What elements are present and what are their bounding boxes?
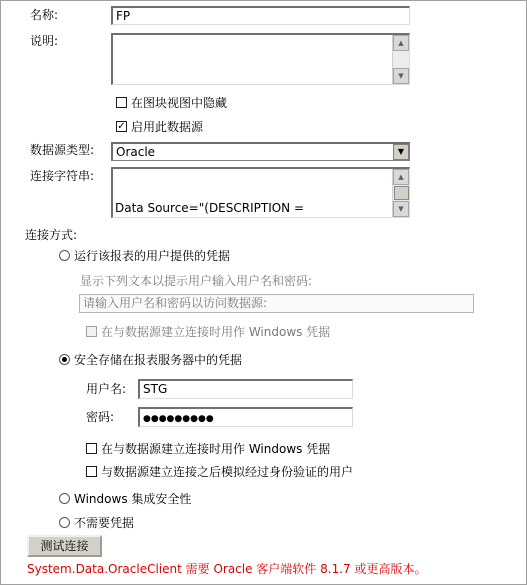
radio-prompt-credentials-label: 运行该报表的用户提供的凭据: [74, 249, 231, 263]
prompt-text-value: 请输入用户名和密码以访问数据源:: [83, 296, 268, 310]
username-value: STG: [143, 382, 168, 396]
check-mark-icon: ✓: [117, 121, 126, 132]
datasource-type-value: Oracle: [116, 145, 156, 159]
connection-string-scrollbar[interactable]: [392, 169, 409, 217]
radio-stored-credentials-label: 安全存储在报表服务器中的凭据: [74, 353, 243, 367]
dropdown-arrow-icon[interactable]: ▼: [393, 144, 409, 160]
connection-method-heading: 连接方式:: [25, 228, 78, 242]
datasource-type-label: 数据源类型:: [30, 143, 95, 157]
error-message: System.Data.OracleClient 需要 Oracle 客户端软件 8.1.7 或更高版本。: [27, 562, 427, 576]
test-connection-button[interactable]: 测试连接: [27, 535, 102, 557]
enable-datasource-label: 启用此数据源: [131, 120, 204, 134]
hide-in-tile-label: 在图块视图中隐藏: [131, 96, 228, 110]
impersonate-user-checkbox[interactable]: [86, 466, 97, 477]
name-value: FP: [116, 9, 131, 23]
description-textarea[interactable]: [111, 33, 410, 85]
hide-in-tile-checkbox[interactable]: [116, 97, 127, 108]
connection-string-line: Data Source="(DESCRIPTION =: [115, 201, 305, 215]
connection-string-label: 连接字符串:: [30, 169, 95, 183]
datasource-type-select[interactable]: [111, 142, 410, 161]
radio-stored-credentials[interactable]: [59, 354, 70, 365]
prompt-windows-credentials-checkbox[interactable]: [86, 326, 97, 337]
password-input[interactable]: [138, 407, 353, 427]
prompt-hint-text: 显示下列文本以提示用户输入用户名和密码:: [80, 274, 313, 288]
scroll-up-icon[interactable]: ▲: [393, 169, 409, 185]
scroll-thumb[interactable]: [394, 186, 409, 200]
name-label: 名称:: [30, 8, 59, 22]
prompt-text-input[interactable]: [79, 294, 474, 313]
radio-no-credentials[interactable]: [59, 517, 70, 528]
password-value: ●●●●●●●●●: [143, 414, 214, 424]
radio-no-credentials-label: 不需要凭据: [74, 516, 135, 530]
enable-datasource-checkbox[interactable]: [116, 121, 127, 132]
radio-windows-integrated-label: Windows 集成安全性: [74, 492, 192, 506]
username-input[interactable]: [138, 379, 353, 399]
stored-windows-credentials-checkbox[interactable]: [86, 443, 97, 454]
username-label: 用户名:: [86, 382, 127, 396]
description-scrollbar[interactable]: [392, 35, 409, 84]
prompt-windows-credentials-label: 在与数据源建立连接时用作 Windows 凭据: [101, 325, 331, 339]
radio-windows-integrated[interactable]: [59, 493, 70, 504]
name-input[interactable]: [111, 6, 410, 25]
radio-prompt-credentials[interactable]: [59, 250, 70, 261]
description-label: 说明:: [30, 34, 59, 48]
stored-windows-credentials-label: 在与数据源建立连接时用作 Windows 凭据: [101, 442, 331, 456]
scroll-down-icon[interactable]: ▼: [393, 201, 409, 217]
scroll-down-icon[interactable]: ▼: [393, 68, 409, 84]
password-label: 密码:: [86, 410, 115, 424]
connection-string-textarea[interactable]: [111, 167, 410, 218]
scroll-up-icon[interactable]: ▲: [393, 35, 409, 51]
impersonate-user-label: 与数据源建立连接之后模拟经过身份验证的用户: [101, 465, 354, 479]
